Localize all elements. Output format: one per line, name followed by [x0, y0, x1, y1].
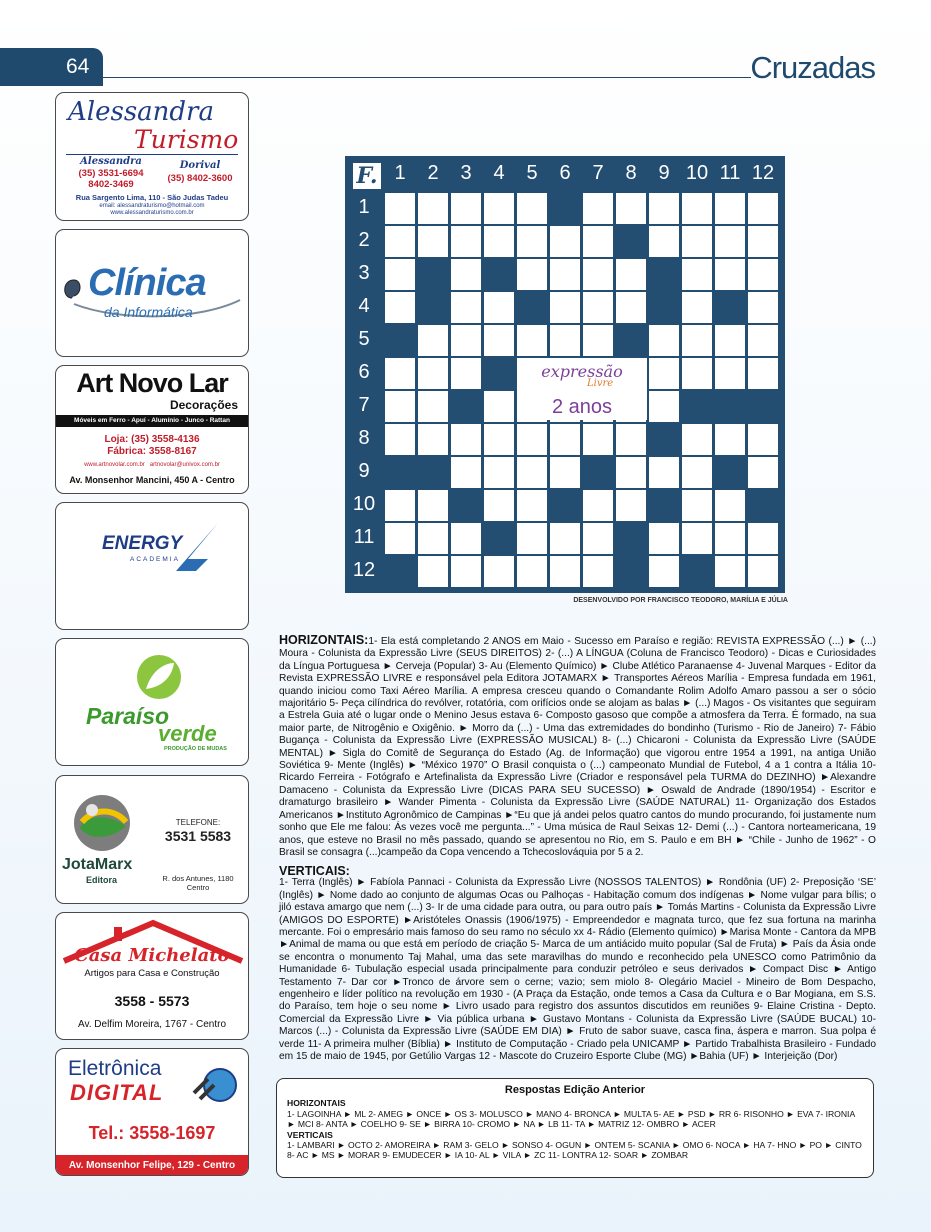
crossword-block-cell	[418, 259, 448, 290]
crossword-cell[interactable]	[649, 226, 679, 257]
crossword-cell[interactable]	[583, 325, 613, 356]
crossword-cell[interactable]	[550, 424, 580, 455]
ad-jotamarx-editora[interactable]	[55, 775, 249, 904]
column-label: 7	[592, 162, 604, 184]
crossword-cell[interactable]	[616, 424, 646, 455]
crossword-cell[interactable]	[517, 325, 547, 356]
crossword-cell[interactable]	[385, 358, 415, 389]
alessandra-contact2-phone: (35) 8402-3600	[167, 173, 233, 184]
crossword-cell[interactable]	[451, 259, 481, 290]
artnovo-web: www.artnovolar.com.br artnovolar@univox.com.br	[84, 462, 220, 468]
crossword-cell[interactable]	[484, 325, 514, 356]
vertical-clues	[279, 865, 876, 1064]
eletronica-phone: Tel.: 3558-1697	[88, 1123, 216, 1143]
crossword-cell[interactable]	[517, 457, 547, 488]
crossword-cell[interactable]	[715, 523, 745, 554]
crossword-cell[interactable]	[748, 292, 778, 323]
jotamarx-globe-icon	[72, 792, 132, 854]
crossword-cell[interactable]	[682, 457, 712, 488]
crossword-cell[interactable]	[616, 193, 646, 224]
crossword-cell[interactable]	[484, 424, 514, 455]
crossword-block-cell	[616, 523, 646, 554]
crossword-cell[interactable]	[550, 259, 580, 290]
alessandra-rule	[66, 154, 238, 155]
crossword-block-cell	[517, 292, 547, 323]
paraiso-brand-line1: Paraíso	[86, 703, 170, 729]
crossword-cell[interactable]	[451, 523, 481, 554]
crossword-cell[interactable]	[484, 391, 514, 422]
vertical-clues-title: VERTICAIS:	[279, 864, 350, 878]
crossword-cell[interactable]	[682, 358, 712, 389]
crossword-cell[interactable]	[649, 556, 679, 587]
column-label: 5	[526, 162, 538, 184]
crossword-block-cell	[484, 523, 514, 554]
artnovo-factory-phone: Fábrica: 3558-8167	[107, 446, 197, 457]
leaf-icon	[134, 653, 184, 701]
crossword-cell[interactable]	[451, 292, 481, 323]
crossword-cell[interactable]	[583, 424, 613, 455]
crossword-cell[interactable]	[385, 292, 415, 323]
crossword-cell[interactable]	[748, 424, 778, 455]
row-label: 5	[358, 328, 370, 350]
row-label: 3	[358, 262, 370, 284]
crossword-cell[interactable]	[583, 556, 613, 587]
michelato-brand: Casa Michelato	[74, 945, 230, 966]
crossword-block-cell	[715, 457, 745, 488]
column-label: 10	[685, 162, 709, 184]
crossword-cell[interactable]	[484, 292, 514, 323]
crossword-cell[interactable]	[748, 193, 778, 224]
crossword-block-cell	[715, 391, 745, 422]
crossword-cell[interactable]	[583, 226, 613, 257]
ad-energy-academia[interactable]	[55, 502, 249, 630]
crossword-cell[interactable]	[451, 358, 481, 389]
promo-brand: expressão	[541, 362, 623, 381]
crossword-cell[interactable]	[748, 259, 778, 290]
crossword-cell[interactable]	[583, 292, 613, 323]
crossword-block-cell	[418, 292, 448, 323]
crossword-cell[interactable]	[748, 226, 778, 257]
crossword-cell[interactable]	[517, 193, 547, 224]
crossword-cell[interactable]	[682, 490, 712, 521]
crossword-cell[interactable]	[616, 490, 646, 521]
vertical-clues-text: 1- Terra (Inglês) ► Fabíola Pannaci - Colunista da Expressão Livre (NOSSOS TALENTOS) ► Rondônia (UF) 2- Preposição ‘SE’ (Inglês) ► Nome dado ao conjunto de algumas Ocas ou Palhoças - Habitação comum dos indígenas ► Nome vulgar para bílis; o jiló estava amargo que nem (...) 3- Ir de uma cidade para outra, ou para outro país ► Tomás Martins - Colunista da Expressão Livre (AMIGOS DO ESPORTE) ►Aristóteles Onassis (1906/1975) - Empreendedor e magnata turco, que fez sua fortuna na marinha mercante. Foi o empresário mais famoso do seu ramo no século xx 4- Rádio (Elemento químico) ►Marisa Monte - Cantora da MPB ►Animal de mama ou que está em período de criação 5- Marca de um antiácido muito popular (Sal de Fruta) ► País da Ásia onde se encontra o monumento Taj Mahal, uma das sete maravilhas do mundo e reconhecido pela UNESCO como Patrimônio da Humanidade 6- Tubulação especial usada principalmente para conduzir petróleo e seus derivados ► Compact Disc ► Antigo Testamento 7- Dar cor ►Tronco de árvore sem o cerne; vazio; sem miolo 8- Olegário Maciel - Mineiro de Bom Despacho, engenheiro e líder político na revolução em 1930 - (A Praça da Estação, onde temos a Casa da Cultura e o Bar Mogiana, em S.S. do Paraíso, tem hoje o seu nome ► Livro usado para registro dos assuntos discutidos em reuniões 9- Elaine Cristina - Depto. Comercial da Expressão Livre ► Via pública urbana ► Gustavo Montans - Colunista da Expressão Livre (SAÚDE BUCAL) 10- Marcos (...) - Colunista da Expressão Livre (SAÚDE EM DIA) ► Fruto de sabor suave, casca fina, áspera e marron. Sua polpa é verde 11- A primeira mulher (Bíblia) ► Instituto de Computação - Criado pela UNICAMP ► Partido Trabalhista Brasileiro - Fundado em 15 de maio de 1945, por Getúlio Vargas 12 - Mascote do Cruzeiro Esporte Clube (MG) ►Bahia (UF) ► Interjeição (Dor)	[279, 877, 876, 1063]
michelato-tagline: Artigos para Casa e Construção	[84, 968, 220, 979]
crossword-cell[interactable]	[451, 424, 481, 455]
alessandra-address: Rua Sargento Lima, 110 - São Judas Tadeu	[75, 193, 229, 202]
previous-answers-box	[276, 1078, 874, 1178]
crossword-cell[interactable]	[484, 457, 514, 488]
crossword-cell[interactable]	[715, 325, 745, 356]
answers-title: Respostas Edição Anterior	[504, 1084, 646, 1096]
row-label: 6	[358, 361, 370, 383]
column-label: 2	[427, 162, 439, 184]
energy-brand: ENERGY	[102, 533, 183, 554]
row-label: 9	[358, 460, 370, 482]
crossword-block-cell	[550, 193, 580, 224]
header-rule	[103, 77, 751, 78]
eletronica-address: Av. Monsenhor Felipe, 129 - Centro	[56, 1155, 248, 1176]
crossword-cell[interactable]	[418, 325, 448, 356]
crossword-block-cell	[583, 457, 613, 488]
grid-corner-badge: F.	[353, 163, 381, 189]
crossword-cell[interactable]	[517, 259, 547, 290]
crossword-cell[interactable]	[418, 391, 448, 422]
ad-eletronica-digital[interactable]	[55, 1048, 249, 1176]
clinica-sub: da Informática	[104, 304, 193, 320]
ad-art-novo-lar[interactable]	[55, 365, 249, 494]
crossword-cell[interactable]	[649, 358, 679, 389]
row-label: 11	[353, 526, 375, 548]
crossword-cell[interactable]	[484, 226, 514, 257]
ad-paraiso-verde[interactable]	[55, 638, 249, 766]
crossword-block-cell	[682, 556, 712, 587]
crossword-cell[interactable]	[550, 325, 580, 356]
page-number-tab	[0, 48, 103, 86]
crossword-cell[interactable]	[385, 226, 415, 257]
crossword-cell[interactable]	[484, 556, 514, 587]
crossword-cell[interactable]	[418, 424, 448, 455]
column-label: 12	[751, 162, 775, 184]
alessandra-contact1-phone2: 8402-3469	[88, 179, 134, 190]
crossword-cell[interactable]	[748, 556, 778, 587]
crossword-cell[interactable]	[649, 325, 679, 356]
row-label: 4	[358, 295, 370, 317]
crossword-cell[interactable]	[385, 490, 415, 521]
eletronica-brand-line2: DIGITAL	[70, 1080, 164, 1105]
crossword-block-cell	[748, 391, 778, 422]
horizontal-clues	[279, 634, 876, 859]
crossword-cell[interactable]	[418, 556, 448, 587]
eletronica-brand-line1: Eletrônica	[68, 1057, 162, 1080]
crossword-cell[interactable]	[583, 490, 613, 521]
crossword-block-cell	[451, 490, 481, 521]
crossword-block-cell	[451, 391, 481, 422]
crossword-block-cell	[649, 259, 679, 290]
promo-brand-sub: Livre	[587, 378, 614, 389]
artnovo-products: Móveis em Ferro - Apuí - Alumínio - Junco - Rattan	[56, 415, 248, 427]
crossword-cell[interactable]	[682, 292, 712, 323]
jotamarx-address: R. dos Antunes, 1180 Centro	[162, 874, 234, 892]
crossword-cell[interactable]	[616, 292, 646, 323]
crossword-cell[interactable]	[385, 193, 415, 224]
crossword-cell[interactable]	[649, 457, 679, 488]
crossword-block-cell	[616, 556, 646, 587]
jotamarx-phone-label: TELEFONE:	[175, 818, 221, 827]
crossword-cell[interactable]	[715, 358, 745, 389]
crossword-cell[interactable]	[550, 523, 580, 554]
horizontal-clues-text: 1- Ela está completando 2 ANOS em Maio - Sucesso em Paraíso e região: REVISTA EXPRESSÃO (...) ► (...) Moura - Colunista da Expressão Livre (SEUS DIREITOS) 2- (...) A LÍNGUA (Coluna de Francisco Teodoro) - Dicas e Curiosidades da Língua Portuguesa ► Cerveja (Popular) 3- Au (Elemento Químico) ► Clube Atlético Paranaense 4- Juvenal Marques - Editor da Revista EXPRESSÃO LIVRE e responsável pela Editora JOTAMARX ► Transportes Aéreos Marília - Empresa fundada em 1961, quando iniciou como Taxi Aéreo Marília. A empresa cresceu quando o Comandante Rolim Adolfo Amaro passou a ser o sócio majoritário 5- Peça cilíndrica do revólver, rotatória, com orifícios onde se alojam as balas ► (...) Magos - Os visitantes que seguiram a Estrela Guia até o lugar onde o Menino Jesus estava 6- Composto gasoso que compõe a atmosfera da Terra. É formado, na sua maior parte, de Nitrogênio e Oxigênio. ► Morro da (...) - Uma das extremidades do bondinho (Turismo - Rio de Janeiro) 7- Fábio Bugança - Colunista da Expressão Livre (EXPRESSÃO MUSICAL) 8- (...) Chicaroni - Colunista da Expressão Livre (SAÚDE MENTAL) ► Sigla do Comitê de Segurança do Estado (Ag. de Informação) que vigorou entre 1954 a 1991, na antiga União Soviética 9- Mente (Inglês) ► “México 1970” O Brasil conquista o (...) campeonato Mundial de Futebol, 4 a 1 contra a Itália 10- Ricardo Ferreira - Fotógrafo e Artefinalista da Expressão Livre (Criador e responsável pela TURMA do DEZINHO) ►Alexandre Damaceno - Colunista da Expressão Livre (DICAS PARA SEU SUCESSO) ► Oswald de Andrade (1890/1954) - Escritor e dramaturgo brasileiro ► Wander Pimenta - Colunista da Expressão Livre (SAÚDE NATURAL) 11- Organização dos Estados Americanos ►Instituto Agronômico de Campinas ►“Eu que já andei pelos quatro cantos do mundo procurando, foi justamente num sonho que Ele me falou: Ás vezes você me pergunta...” - Uma música de Raul Seixas 12- Demi (...) - Cantora norteamericana, 19 anos, que esteve no Brasil no mês passado, quando se apresentou no Rio, em S. Paulo e em BH ► “Chile - Junho de 1962” - O Brasil se consagra (...)campeão da Copa vencendo a Tchecoslováquia por 5 a 2.	[279, 636, 876, 858]
crossword-cell[interactable]	[649, 193, 679, 224]
crossword-cell[interactable]	[418, 523, 448, 554]
crossword-cell[interactable]	[748, 457, 778, 488]
column-label: 8	[625, 162, 637, 184]
crossword-cell[interactable]	[451, 325, 481, 356]
energy-sub: ACADEMIA	[130, 556, 180, 563]
crossword-cell[interactable]	[385, 424, 415, 455]
crossword-cell[interactable]	[715, 226, 745, 257]
crossword-cell[interactable]	[517, 556, 547, 587]
promo-text: 2 anos	[551, 396, 613, 418]
crossword-cell[interactable]	[385, 523, 415, 554]
answers-vertical: 1- LAMBARI ► OCTO 2- AMOREIRA ► RAM 3- GELO ► SONSO 4- OGUN ► ONTEM 5- SCANIA ► OMO 6- NOCA ► HA 7- HNO ► PO ► CINTO 8- AC ► MS ► MORAR 9- EMUDECER ► IA 10- AL ► VILA ► ZC 11- LONTRA 12- SOAR ► ZOMBAR	[287, 1140, 862, 1161]
column-label: 9	[658, 162, 670, 184]
crossword-cell[interactable]	[451, 226, 481, 257]
horizontal-clues-title: HORIZONTAIS:	[279, 633, 369, 647]
artnovo-sub: Decorações	[169, 398, 238, 412]
crossword-cell[interactable]	[451, 193, 481, 224]
crossword-block-cell	[385, 457, 415, 488]
crossword-cell[interactable]	[550, 292, 580, 323]
jotamarx-sub: Editora	[86, 875, 118, 885]
crossword-cell[interactable]	[715, 259, 745, 290]
alessandra-contact1-name: Alessandra	[80, 156, 142, 167]
alessandra-contact1-phone: (35) 3531-6694	[78, 168, 144, 179]
section-title: Cruzadas	[750, 50, 875, 85]
alessandra-brand-line2: Turismo	[134, 125, 239, 154]
answers-vertical-label: VERTICAIS	[287, 1129, 333, 1140]
crossword-block-cell	[385, 556, 415, 587]
paraiso-brand-line2: verde	[158, 721, 217, 746]
crossword-cell[interactable]	[715, 193, 745, 224]
artnovo-brand: Art Novo Lar	[76, 368, 228, 398]
jotamarx-phone: 3531 5583	[164, 828, 232, 844]
crossword-cell[interactable]	[484, 490, 514, 521]
crossword-cell[interactable]	[418, 226, 448, 257]
alessandra-brand-line1: Alessandra	[68, 97, 214, 127]
crossword-cell[interactable]	[616, 457, 646, 488]
row-label: 7	[358, 394, 370, 416]
crossword-cell[interactable]	[682, 259, 712, 290]
crossword-block-cell	[649, 292, 679, 323]
alessandra-website: www.alessandraturismo.com.br	[110, 210, 194, 216]
answers-horizontal-label: HORIZONTAIS	[287, 1098, 346, 1109]
crossword-cell[interactable]	[550, 556, 580, 587]
row-label: 2	[358, 229, 370, 251]
crossword-cell[interactable]	[748, 325, 778, 356]
column-label: 6	[559, 162, 571, 184]
crossword-block-cell	[550, 490, 580, 521]
alessandra-contact2-name: Dorival	[179, 160, 221, 171]
crossword-cell[interactable]	[418, 358, 448, 389]
crossword-block-cell	[649, 490, 679, 521]
michelato-phone: 3558 - 5573	[114, 993, 190, 1009]
crossword-cell[interactable]	[715, 556, 745, 587]
column-label: 3	[460, 162, 472, 184]
crossword-cell[interactable]	[517, 424, 547, 455]
paraiso-sub: PRODUÇÃO DE MUDAS	[164, 746, 227, 752]
crossword-cell[interactable]	[385, 391, 415, 422]
crossword-cell[interactable]	[385, 259, 415, 290]
crossword-cell[interactable]	[550, 457, 580, 488]
crossword-block-cell	[484, 358, 514, 389]
ad-clinica-informatica[interactable]	[55, 229, 249, 357]
crossword-cell[interactable]	[748, 523, 778, 554]
column-label: 1	[394, 162, 406, 184]
column-label: 4	[493, 162, 505, 184]
crossword-block-cell	[616, 226, 646, 257]
crossword-cell[interactable]	[451, 457, 481, 488]
clinica-brand: Clínica	[88, 262, 206, 304]
crossword-cell[interactable]	[583, 259, 613, 290]
crossword-block-cell	[418, 457, 448, 488]
crossword-block-cell	[682, 391, 712, 422]
crossword-cell[interactable]	[748, 358, 778, 389]
crossword-cell[interactable]	[649, 391, 679, 422]
crossword-cell[interactable]	[517, 226, 547, 257]
crossword-cell[interactable]	[682, 325, 712, 356]
crossword-cell[interactable]	[682, 523, 712, 554]
page-number: 64	[66, 55, 90, 78]
crossword-cell[interactable]	[715, 424, 745, 455]
row-label: 10	[352, 493, 376, 515]
crossword-cell[interactable]	[682, 193, 712, 224]
artnovo-store-phone: Loja: (35) 3558-4136	[104, 434, 200, 445]
answers-horizontal: 1- LAGOINHA ► ML 2- AMEG ► ONCE ► OS 3- MOLUSCO ► MANO 4- BRONCA ► MULTA 5- AE ► PSD ► RR 6- RISONHO ► EVA 7- IRONIA ► MCI 8- ANTA ► COELHO 9- SE ► BIRRA 10- CROMO ► NA ► LB 11- TA ► MATRIZ 12- OMBRO ► ACER	[287, 1108, 855, 1130]
crossword-cell[interactable]	[682, 226, 712, 257]
jotamarx-brand: JotaMarx	[62, 856, 133, 873]
crossword-cell[interactable]	[418, 193, 448, 224]
crossword-cell[interactable]	[418, 490, 448, 521]
crossword-cell[interactable]	[649, 523, 679, 554]
crossword-block-cell	[715, 292, 745, 323]
crossword-cell[interactable]	[682, 424, 712, 455]
puzzle-credit: DESENVOLVIDO POR FRANCISCO TEODORO, MARÍLIA E JÚLIA	[573, 597, 788, 604]
expressao-livre-promo	[517, 358, 647, 420]
row-label: 12	[352, 559, 376, 581]
artnovo-address: Av. Monsenhor Mancini, 450 A - Centro	[69, 475, 235, 485]
crossword-block-cell	[484, 259, 514, 290]
crossword-cell[interactable]	[484, 193, 514, 224]
crossword-cell[interactable]	[583, 523, 613, 554]
electronics-plug-icon	[190, 1063, 238, 1107]
crossword-cell[interactable]	[517, 523, 547, 554]
crossword-block-cell	[748, 490, 778, 521]
crossword-cell[interactable]	[550, 226, 580, 257]
crossword-cell[interactable]	[583, 193, 613, 224]
ad-casa-michelato[interactable]	[55, 912, 249, 1040]
crossword-cell[interactable]	[451, 556, 481, 587]
row-label: 1	[358, 196, 370, 218]
row-label: 8	[358, 427, 370, 449]
column-label: 11	[719, 162, 741, 184]
crossword-block-cell	[385, 325, 415, 356]
crossword-cell[interactable]	[715, 490, 745, 521]
ad-alessandra-turismo[interactable]	[55, 92, 249, 221]
crossword-block-cell	[649, 424, 679, 455]
michelato-address: Av. Delfim Moreira, 1767 - Centro	[77, 1019, 227, 1030]
crossword-cell[interactable]	[616, 259, 646, 290]
crossword-block-cell	[616, 325, 646, 356]
alessandra-email: email: alessandraturismo@hotmail.com	[99, 203, 205, 209]
crossword-cell[interactable]	[517, 490, 547, 521]
